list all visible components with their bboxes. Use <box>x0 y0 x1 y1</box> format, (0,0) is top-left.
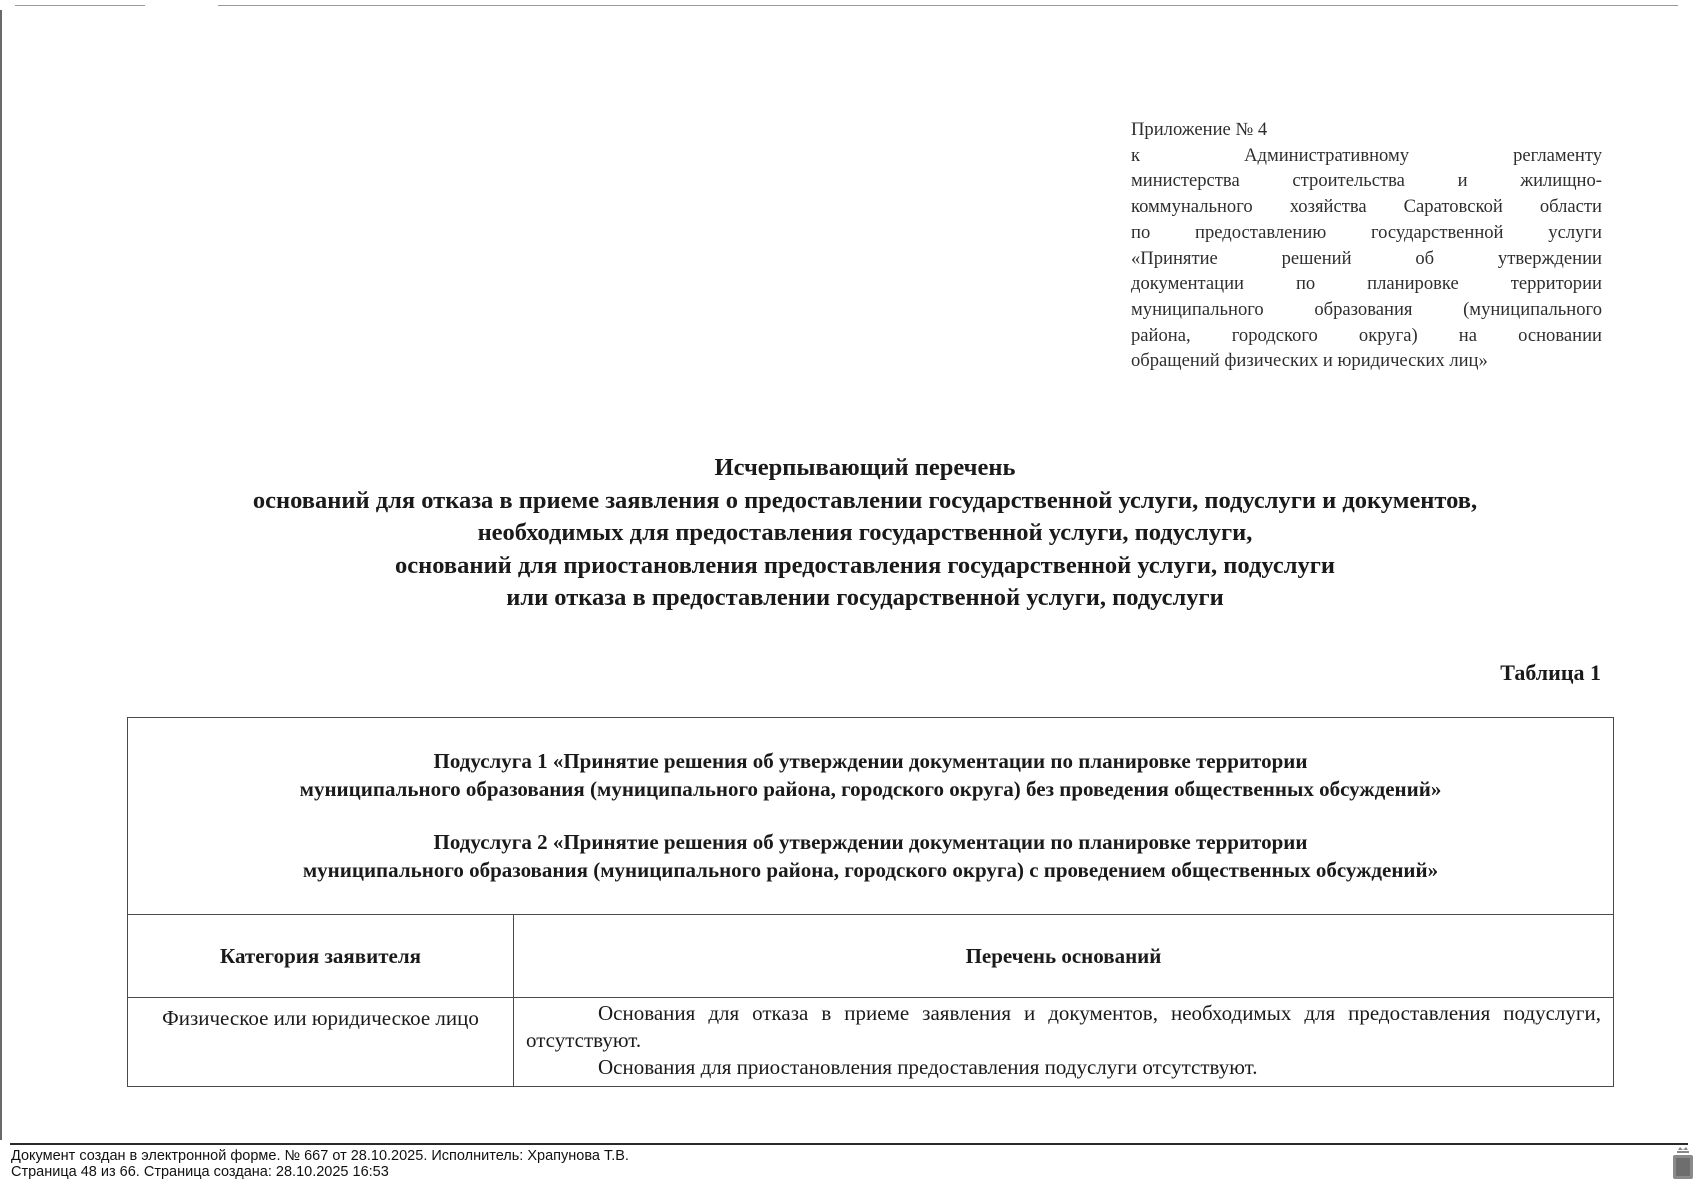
appendix-line: «Принятие решений об утверждении <box>1131 247 1602 269</box>
title-line: необходимых для предоставления государственной услуги, подуслуги, <box>477 519 1253 546</box>
subservice-2 <box>128 803 1613 884</box>
subservice-line: муниципального образования (муниципального района, городского округа) с проведением общественных обсуждений» <box>302 857 1439 882</box>
grounds-paragraph: Основания для отказа в приеме заявления и документов, необходимых для предоставления подуслуги, отсутствуют. <box>526 1001 1601 1052</box>
appendix-line: к Административному регламенту <box>1131 144 1602 166</box>
grounds-paragraph: Основания для приостановления предоставления подуслуги отсутствуют. <box>598 1055 1258 1079</box>
appendix-line: муниципального образования (муниципального <box>1131 298 1602 320</box>
title-line: Исчерпывающий перечень <box>714 454 1016 481</box>
left-page-edge <box>0 10 2 1140</box>
title-line: или отказа в предоставлении государственной услуги, подуслуги <box>506 584 1224 611</box>
subservice-line: Подуслуга 2 «Принятие решения об утверждении документации по планировке территории <box>433 830 1308 854</box>
document-title <box>90 452 1640 615</box>
table-header-row <box>128 915 1614 998</box>
top-rule-left <box>15 5 145 6</box>
column-header-category: Категория заявителя <box>128 915 514 998</box>
appendix-line: обращений физических и юридических лиц» <box>1131 350 1488 372</box>
appendix-header <box>1131 117 1602 374</box>
appendix-line: района, городского округа) на основании <box>1131 324 1602 346</box>
subservice-line: Подуслуга 1 «Принятие решения об утверждении документации по планировке территории <box>433 749 1308 773</box>
column-header-grounds: Перечень оснований <box>514 915 1614 998</box>
footer-line-document: Документ создан в электронной форме. № 667 от 28.10.2025. Исполнитель: Храпунова Т.В. <box>11 1148 629 1164</box>
table-label: Таблица 1 <box>1500 660 1601 685</box>
appendix-number: Приложение № 4 <box>1131 119 1268 140</box>
footer <box>11 1148 629 1180</box>
applicant-category-cell: Физическое или юридическое лицо <box>128 998 514 1087</box>
subservice-cell <box>128 718 1614 915</box>
top-rule-right <box>218 5 1678 6</box>
footer-rule <box>10 1143 1688 1145</box>
table-row <box>128 998 1614 1087</box>
subservice-1 <box>128 718 1613 803</box>
footer-line-page: Страница 48 из 66. Страница создана: 28.10.2025 16:53 <box>11 1164 389 1180</box>
appendix-line: коммунального хозяйства Саратовской области <box>1131 196 1602 218</box>
grounds-table <box>127 717 1614 1087</box>
appendix-line: документации по планировке территории <box>1131 273 1602 295</box>
title-line: оснований для отказа в приеме заявления о предоставлении государственной услуги, подуслуги и документов, <box>252 486 1478 514</box>
subservice-line: муниципального образования (муниципального района, городского округа) без проведения общественных обсуждений» <box>299 776 1442 801</box>
table-row <box>128 718 1614 915</box>
seal-icon <box>1672 1146 1694 1180</box>
appendix-line: по предоставлению государственной услуги <box>1131 221 1602 243</box>
appendix-line: министерства строительства и жилищно- <box>1131 170 1602 192</box>
title-line: оснований для приостановления предоставления государственной услуги, подуслуги <box>395 551 1335 579</box>
grounds-cell <box>514 998 1614 1087</box>
